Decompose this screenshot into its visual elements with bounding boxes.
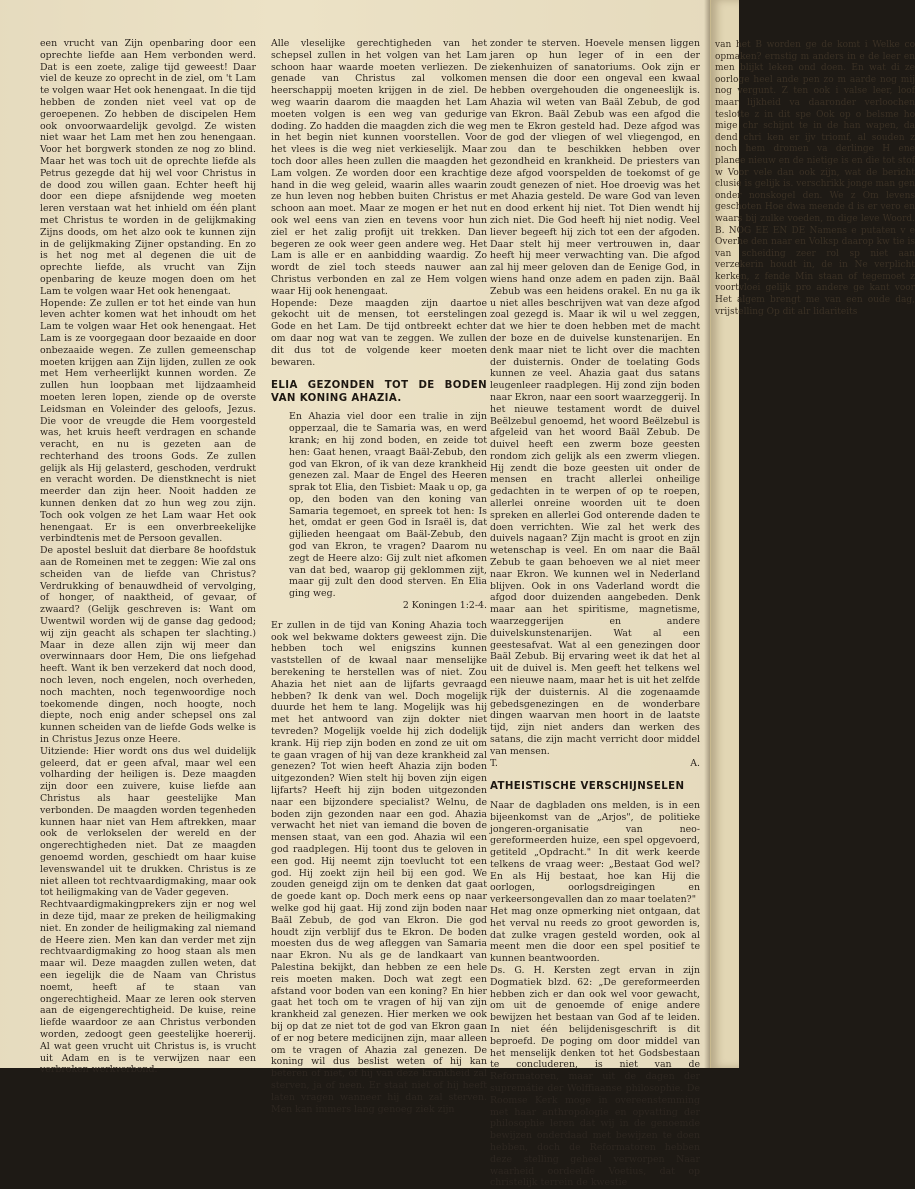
paragraph: Het mag onze opmerking niet ontgaan, dat het verval nu reeds zo groot geworden is, dat zulke vragen gesteld worden, ook al meent men die door een spel positief te kunnen beantwoorden. [490,906,700,965]
scripture-reference: 2 Koningen 1:2-4. [402,600,487,612]
paragraph: Naar de dagbladen ons melden, is in een bijeenkomst van de „Arjos", de politieke jongeren-organisatie van neo-gereformeerden huize, een spel opgevoerd, getiteld „Opdracht." In dit werk keerde telkens de vraag weer: „Bestaat God wel? En als Hij bestaat, hoe kan Hij die oorlogen, oorlogsdreigingen en verkeersongevallen dan zo maar toelaten?" [490,799,700,906]
paragraph: Er zullen in de tijd van Koning Ahazia toch ook wel bekwame dokters geweest zijn. Die hebben toch wel enigszins kunnen vaststellen of de kwaal naar menselijke berekening te herstellen was of niet. Zou Ahazia het niet aan de lijfarts gevraagd hebben? Ik denk van wel. Doch mogelijk duurde het hem te lang. Mogelijk was hij met het antwoord van zijn dokter niet tevreden? Mogelijk voelde hij zich dodelijk krank. Hij riep zijn boden en zond ze uit om te gaan vragen of hij van deze krankheid zal genezen? Tot wien heeft Ahazia zijn boden uitgezonden? Wien stelt hij boven zijn eigen lijfarts? Heeft hij zijn boden uitgezonden naar een bijzondere specialist? Welnu, de boden zijn gezonden naar een god. Ahazia verwacht het niet van iemand die boven de mensen staat, van een god. Ahazia wil een god raadplegen. Hij toont dus te geloven in een god. Hij neemt zijn toevlucht tot een god. Hij zoekt zijn heil bij een god. We zouden geneigd zijn om te denken dat gaat de goede kant op. Doch merk eens op naar welke god hij gaat. Hij zond zijn boden naar Baäl Zebub, de god van Ekron. Die god houdt zijn verblijf dus te Ekron. De boden moesten dus de weg afleggen van Samaria naar Ekron. Nu als ge de landkaart van Palestina bekijkt, dan hebben ze een hele reis moeten maken. Doch wat zegt een afstand voor boden van een koning? En hier gaat het toch om te vragen of hij van zijn krankheid zal genezen. Hier merken we ook bij op dat ze niet tot de god van Ekron gaan of er nog betere medicijnen zijn, maar alleen om te vragen of Ahazia zal genezen. De koning wil dus beslist weten of hij kan beteren of niet, of hij van deze krankheid zal sterven, ja of neen. Er staat niet of hij heeft laten vragen wanneer hij dan zal sterven. Men kan immers lang genoeg ziek zijn [271,619,487,1115]
signature [490,758,700,770]
column-3 [490,38,700,1189]
signature-initial-right: A. [690,757,700,769]
article-heading: ELIA GEZONDEN TOT DE BODEN VAN KONING AHAZIA. [271,380,487,404]
column-1 [40,38,256,1076]
paragraph: Ds. G. H. Kersten zegt ervan in zijn Dogmatiek blzd. 62: „De gereformeerden hebben zich er dan ook wel voor gewacht, om uit de genoemde of enige andere bewijzen het bestaan van God af te leiden. In niet één belijdenisgeschrift is dit beproefd. De poging om door middel van het menselijk denken tot het Godsbestaan te concluderen, is niet van de Reformatoren, maar uit de dagen der supremátie der Wolffiaanse philosophie. De Roomse Kerk moge in overeenstemming met haar anthropologie en opvatting der philosophie leren dat wij in de genoemde bewijzen onderdaad met bewijzen te doen hebben, doch de Reformatoren hebben deze stelling geheel verworpen Naar waarheid oordeelde Voetius, dat op christelijk terrein de kwestie [490,965,700,1189]
paragraph: Hopende: Ze zullen er tot het einde van hun leven achter komen wat het inhoudt om het Lam te volgen waar Het ook henengaat. Het Lam is ze voorgegaan door bezaaide en door onbezaaide wegen. Ze zullen gemeenschap moeten krijgen aan Zijn lijden, zullen ze ook met Hem verheerlijkt kunnen worden. Ze zullen hun loopbaan met lijdzaamheid moeten leren lopen, ziende op de overste Leidsman en Voleinder des geloofs, Jezus. Die voor de vreugde die Hem voorgesteld was, het kruis heeft verdragen en schande veracht, en nu is gezeten aan de rechterhand des troons Gods. Ze zullen gelijk als Hij gelasterd, geschoden, verdrukt en veracht worden. De dienstknecht is niet meerder dan zijn heer. Nooit hadden ze kunnen denken dat zo hun weg zou zijn. Toch ook volgen ze het Lam waar Het ook henengaat. Er is een onverbreekelijke verbindtenis met de Persoon gevallen. [40,297,256,545]
signature-initial-left: T. [490,757,498,769]
column-2 [271,38,487,1115]
paragraph: Rechtvaardigmakingprekers zijn er nog wel in deze tijd, maar ze preken de heiligmaking niet. En zonder de heiligmaking zal niemand de Heere zien. Men kan dan verder met zijn rechtvaardigmaking zo hoog staan als men maar wil. Deze maagden zullen weten, dat een iegelijk die de Naam van Christus noemt, heeft af te staan van ongerechtigheid. Maar ze leren ook sterven aan de eigengerechtigheid. De kuise, reine liefde waardoor ze aan Christus verbonden worden, zedoogt geen geestelijke hoererij. Al wat geen vrucht uit Christus is, is vrucht uit Adam en is te verwijzen naar een verbroken werkverbond. [40,899,256,1076]
article-heading: ATHEISTISCHE VERSCHIJNSELEN [490,781,685,793]
paragraph: zonder te sterven. Hoevele mensen liggen jaren op hun leger of in een der ziekenhuizen of sanatoriums. Ook zijn er mensen die door een ongeval een kwaal hebben overgehouden die ongeneeslijk is. Ahazia wil weten van Baäl Zebub, de god van Ekron. Baäl Zebub was een afgod die men te Ekron gesteld had. Deze afgod was de god der vliegen of wel vliegengod, en zou dan te beschikken hebben over gezondheid en krankheid. De priesters van deze afgod voorspelden de toekomst of ge zoudt genezen of niet. Hoe droevig was het met Ahazia gesteld. De ware God van leven en dood erkent hij niet. Tot Dien wendt hij zich niet. Die God heeft hij niet nodig. Veel liever begeeft hij zich tot een der afgoden. Daar stelt hij meer vertrouwen in, daar heeft hij meer verwachting van. Die afgod zal hij meer geloven dan de Eenige God, in wiens hand onze adem en paden zijn. Baäl Zebub was een heidens orakel. En nu ga ik u niet alles beschrijven wat van deze afgod zoal gezegd is. Maar ik wil u wel zeggen, dat we hier te doen hebben met de macht der boze en de duivelse kunstenarijen. En denk maar niet te licht over die machten der duisternis. Onder de toelating Gods kunnen ze veel. Ahazia gaat dus satans leugenleer raadplegen. Hij zond zijn boden naar Ekron, naar een soort waarzeggerij. In het nieuwe testament wordt de duivel Beëlzebul genoemd, het woord Beëlzebul is afgeleid van het woord Baäl Zebub. De duivel heeft een zwerm boze geesten rondom zich gelijk als een zwerm vliegen. Hij zendt die boze geesten uit onder de mensen en tracht allerlei onheilige gedachten in te werpen of op te roepen, allerlei onreine woorden uit te doen spreken en allerlei God onterende daden te doen verrichten. Wie zal het werk des duivels nagaan? Zijn macht is groot en zijn wetenschap is veel. En om naar die Baäl Zebub te gaan behoeven we al niet meer naar Ekron. We kunnen wel in Nederland blijven. Ook in ons Vaderland wordt die afgod door duizenden aangebeden. Denk maar aan het spiritisme, magnetisme, waarzeggerijen en andere duivelskunstenarijen. Wat al een geestesafvat. Wat al een genezingen door Baäl Zebub. Bij ervaring weet ik dat het al uit de duivel is. Men geeft het telkens wel een nieuwe naam, maar het is uit het zelfde rijk der duisternis. Al die zogenaamde gebedsgenezingen en de wonderbare dingen waarvan men hoort in de laatste tijd, zijn niet anders dan werken des satans, die zijn macht verricht door middel van mensen. [490,38,700,757]
paragraph: een vrucht van Zijn openbaring door een oprechte liefde aan Hem verbonden werd. Dat is een zoete, zalige tijd geweest! Daar viel de keuze zo oprecht in de ziel, om 't Lam te volgen waar Het ook henengaat. In die tijd hebben de zonden niet veel vat op de geroepenen. Zo hebben de discipelen Hem ook onvoorwaardelijk gevolgd. Ze wisten niet waar het Lam met hen zou henengaan. Voor het borgwerk stonden ze nog zo blind. Maar het was toch uit de oprechte liefde als Petrus gezegde dat hij wel voor Christus in de dood zou willen gaan. Echter heeft hij door een diepe afsnijdende weg moeten leren verstaan wat het inhield om één plant met Christus te worden in de gelijkmaking Zijns doods, om het alzo ook te kunnen zijn in de gelijkmaking Zijner opstanding. En zo is het nog met al degenen die uit de oprechte liefde, als vrucht van Zijn openbaring de keuze mogen doen om het Lam te volgen waar Het ook henengaat. [40,38,256,297]
paragraph: Uitziende: Hier wordt ons dus wel duidelijk geleerd, dat er geen afval, maar wel een volharding der heiligen is. Deze maagden zijn door een zuivere, kuise liefde aan Christus als haar geestelijke Man verbonden. De maagden worden tegenheden kunnen haar niet van Hem aftrekken, maar ook de verlokselen der wereld en der ongerechtigheden niet. Dat ze maagden genoemd worden, geschiedt om haar kuise levenswandel uit te drukken. Christus is ze niet alleen tot rechtvaardigmaking, maar ook tot heiligmaking van de Vader gegeven. [40,745,256,899]
adjacent-page-text: van het B worden ge de komt i Welke co opmaken? ernstig m anders in e de leer en men blijkt leken ond doen. En wat di ze oorloge heel ande pen zo m aarde nog mij nog vergunt. Z ten ook i valse leer, loof maar lijkheid va daaronder verloochen teslotte z in dit spe Ook op o belsme ho mige chr schijnt te in de han wapen, da dend chri ken er ijv triomf, al souden z noch hem dromen va derlinge H ene planee nieuw en de nietige is en die tot stof w Voor vele dan ook zijn, wat de bericht clusie is gelijk is. verschrikk jonge man gen onder nonskogel den. We z Om levens geschoten Hoe dwa meende d is er vero en waars bij zulke voeden, m dige leve Woord. B. NOG EE EN DE Namens e putaten v e Overhe den naar en Volksp daarop kw tie is van scheiding zeer rol sp niet aan verzekerin houdt in, de in Ne verplicht kerken, z fende Min staan of tegemoet z voortvloei gelijk pro andere ge kant voor Het algem brengt me van een oude dag, vrijstelling Op dit alr lidariteits [715,40,915,317]
quote-text: En Ahazia viel door een tralie in zijn opperzaal, die te Samaria was, en werd krank; en hij zond boden, en zeide tot hen: Gaat henen, vraagt Baäl-Zebub, den god van Ekron, of ik van deze krankheid genezen zal. Maar de Engel des Heeren sprak tot Elia, den Tisbiet: Maak u op, ga op, den boden van den koning van Samaria tegemoet, en spreek tot hen: Is het, omdat er geen God in Israël is, dat gijlieden heengaat om Baäl-Zebub, den god van Ekron, te vragen? Daarom nu zegt de Heere alzo: Gij zult niet afkomen van dat bed, waarop gij geklommen zijt, maar gij zult den dood sterven. En Elia ging weg. [289,411,487,600]
adjacent-page-edge [710,0,915,1068]
paragraph: Alle vleselijke gerechtigheden van het schepsel zullen in het volgen van het Lam schoon haar waarde moeten verliezen. De genade van Christus zal volkomen heerschappij moeten krijgen in de ziel. De weg waarin daarom die maagden het Lam moeten volgen is een weg van gedurige doding. Zo hadden die maagden zich die weg in het begin niet kunnen voorstellen. Voor het vlees is die weg niet verkieselijk. Maar toch door alles heen zullen die maagden het Lam volgen. Ze worden door een krachtige hand in die weg geleid, waarin alles waarin ze hun leven nog hebben buiten Christus er schoon aan moet. Maar ze mogen er het nut ook wel eens van zien en tevens voor hun ziel er het zalig profijt uit trekken. Dan begeren ze ook weer geen andere weg. Het Lam is alle er en aanbidding waardig. Zo wordt de ziel toch steeds nauwer aan Christus verbonden en zal ze Hem volgen waar Hij ook henengaat. [271,38,487,297]
paragraph: Hopende: Deze maagden zijn daartoe gekocht uit de mensen, tot eerstelingen Gode en het Lam. De tijd ontbreekt echter om daar nog wat van te zeggen. We zullen dit dus tot de volgende keer moeten bewaren. [271,297,487,368]
paragraph: De apostel besluit dat dierbare 8e hoofdstuk aan de Romeinen met te zeggen: Wie zal ons scheiden van de liefde van Christus? Verdrukking of benauwdheid of vervolging, of honger, of naaktheid, of gevaar, of zwaard? (Gelijk geschreven is: Want om Uwentwil worden wij de ganse dag gedood; wij zijn geacht als schapen ter slachting.) Maar in deze allen zijn wij meer dan overwinnaars door Hem, Die ons liefgehad heeft. Want ik ben verzekerd dat noch dood, noch leven, noch engelen, noch overheden, noch machten, noch tegenwoordige noch toekomende dingen, noch hoogte, noch diepte, noch enig ander schepsel ons zal kunnen scheiden van de liefde Gods welke is in Christus Jezus onze Heere. [40,545,256,746]
scripture-quote [271,411,487,612]
